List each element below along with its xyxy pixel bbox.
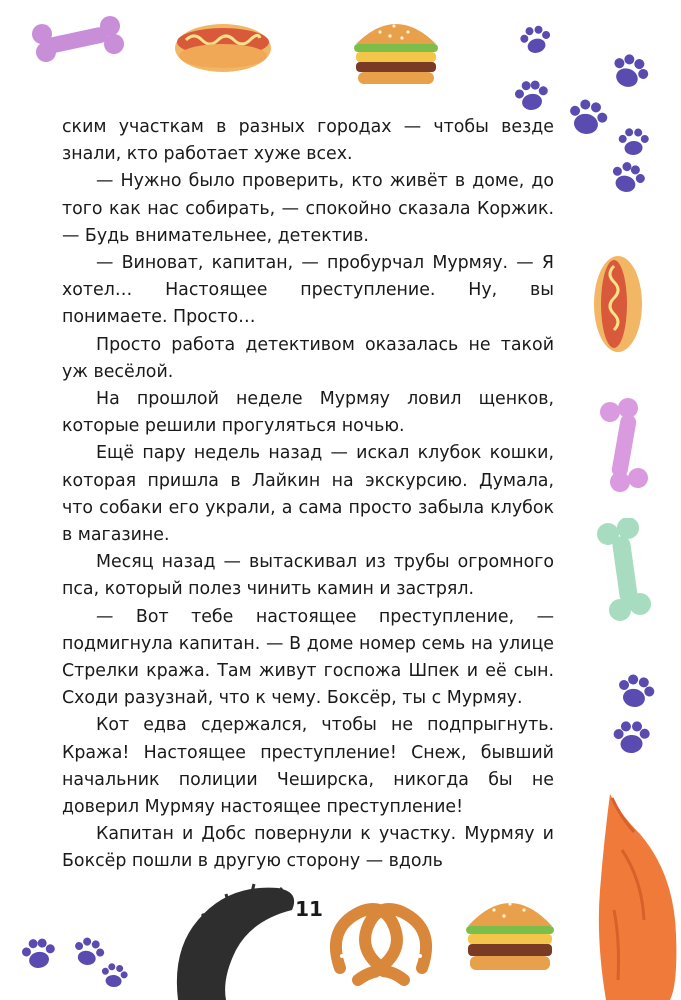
fox-tail-icon	[592, 790, 681, 1000]
page-number: 11	[295, 897, 323, 921]
paragraph: Месяц назад — вытаскивал из трубы огромного пса, который полез чинить камин и застрял.	[62, 552, 554, 600]
bone-purple-icon	[28, 12, 126, 68]
bone-pink-icon	[596, 398, 654, 494]
paragraph: На прошлой неделе Мурмяу ловил щенков, которые решили прогуляться ночью.	[62, 389, 554, 437]
story-text	[62, 114, 554, 876]
burger-icon	[350, 14, 442, 88]
pretzel-icon	[322, 898, 440, 992]
paragraph: — Виноват, капитан, — пробурчал Мурмяу. — Я хотел… Настоящее преступление. Ну, вы понимаете. Просто…	[62, 253, 554, 328]
bone-green-icon	[594, 518, 656, 622]
hotdog-vertical-icon	[590, 252, 646, 356]
paragraph: — Нужно было проверить, кто живёт в доме, до того как нас собирать, — спокойно сказала Коржик. — Будь внимательнее, детектив.	[62, 171, 554, 246]
paw-prints-bottom-left-icon	[14, 930, 132, 990]
hotdog-icon	[172, 14, 274, 76]
burger-bottom-icon	[462, 890, 558, 982]
paragraph: Ещё пару недель назад — искал клубок кошки, которая пришла в Лайкин на экскурсию. Думала, что собаки его украли, а сама просто забыла клубок в магазине.	[62, 443, 554, 546]
paw-prints-right-icon	[605, 668, 665, 760]
paragraph: Кот едва сдержался, чтобы не подпрыгнуть. Кража! Настоящее преступление! Снеж, бывший начальник полиции Чеширска, никогда бы не доверил Мурмяу настоящее преступление!	[62, 715, 554, 818]
paragraph: — Вот тебе настоящее преступление, — подмигнула капитан. — В доме номер семь на улице Стрелки кража. Там живут госпожа Шпек и её сын. Сходи разузнай, что к чему. Боксёр, ты с Мурмяу.	[62, 606, 554, 709]
black-tail-icon	[168, 880, 298, 1000]
paragraph: Капитан и Добс повернули к участку. Мурмяу и Боксёр пошли в другую сторону — вдоль	[62, 824, 554, 872]
paragraph: Просто работа детективом оказалась не такой уж весёлой.	[62, 334, 554, 382]
paragraph: ским участкам в разных городах — чтобы везде знали, кто работает хуже всех.	[62, 117, 554, 165]
